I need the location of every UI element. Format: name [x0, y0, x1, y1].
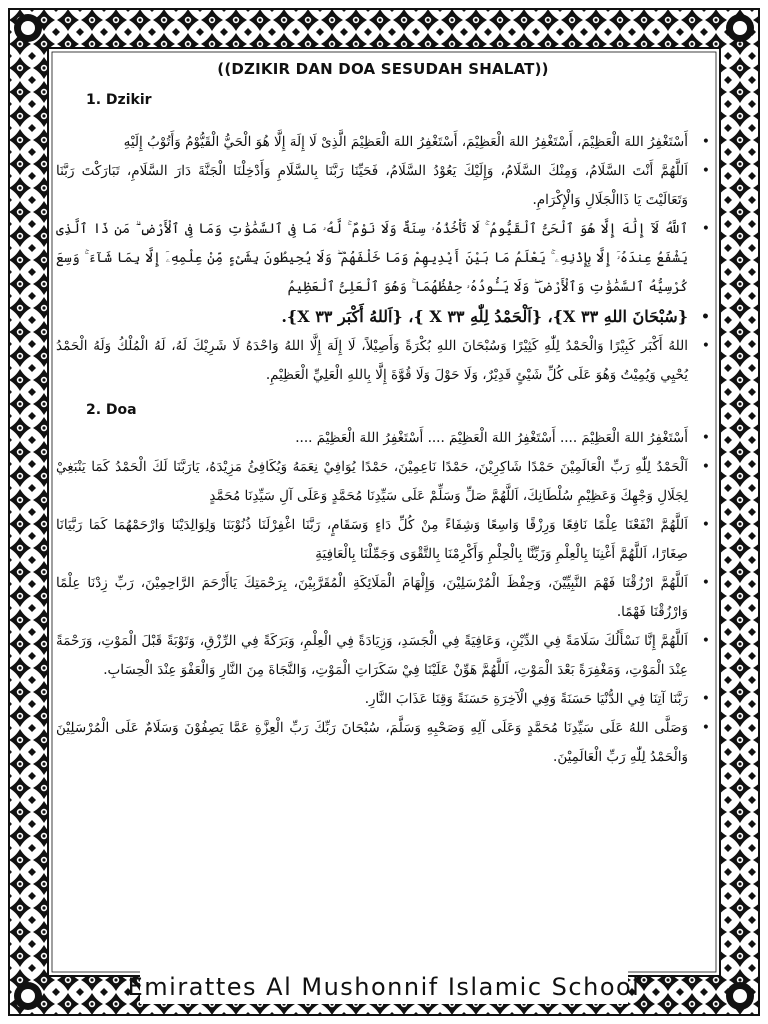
bullet-icon: •	[701, 430, 710, 446]
doa-text: اَللَّهُمَّ ارْزُقْنَا فَهْمَ النَّبِيِّيْنَ، وَحِفْظَ الْمُرْسَلِيْنَ، وَإِلْهَامَ الْمَلَائِكَةِ الْمُقَرَّبِيْنَ، بِرَحْمَتِكَ يَاأَرْحَمَ الرَّاحِمِيْنَ، رَبِّ زِدْنَا عِلْمًا وَارْزُقْنَا فَهْمًا.	[56, 575, 688, 620]
dzikir-text: اللهُ أَكْبَر كَبِيْرًا وَالْحَمْدُ لِلّٰهِ كَثِيْرًا وَسُبْحَانَ اللهِ بُكْرَةً وَأَصِيْلاً، لَا إِلَهَ إِلَّا اللهُ وَاحْدَهُ لَا شَرِيْكَ لَهُ، لَهُ الْمُلْكُ وَلَهُ الْحَمْدُ يُحْيِي وَيُمِيْتُ وَهُوَ عَلَى كُلِّ شَيْئٍ قَدِيْرٌ، وَلَا حَوْلَ وَلَا قُوَّةَ إِلَّا بِاللهِ الْعَلِيِّ الْعَظِيْمِ.	[56, 338, 688, 383]
doa-item	[56, 511, 710, 569]
bullet-icon: •	[701, 338, 710, 354]
school-name-footer: Emirattes Al Mushonnif Islamic School	[127, 973, 641, 1001]
tasbih-item	[56, 302, 710, 332]
bullet-icon: •	[701, 575, 710, 591]
document-title: ((DZIKIR DAN DOA SESUDAH SHALAT))	[217, 60, 549, 78]
section-dzikir-heading: 1. Dzikir	[86, 92, 152, 108]
bullet-icon: •	[701, 517, 710, 533]
bullet-icon: •	[701, 720, 710, 736]
dzikir-text: أَسْتَغْفِرُ اللهَ الْعَظِيْمَ، أَسْتَغْفِرُ اللهَ الْعَظِيْمَ، أَسْتَغْفِرُ اللهَ الْعَظِيْمَ الَّذِىْ لَا إِلَهَ إِلَّا هُوَ الْحَيُّ الْقَيُّوْمُ وَأَتُوْبُ إِلَيْهِ	[123, 134, 688, 150]
dzikir-list	[56, 128, 710, 390]
doa-text: اَلْحَمْدُ لِلّٰهِ رَبِّ الْعَالَمِيْنَ حَمْدًا شَاكِرِيْنَ، حَمْدًا نَاعِمِيْنَ، حَمْدًا يُوَافِيْ نِعَمَهُ وَيُكَافِئُ مَزِيْدَهُ، يَارَبَّنَا لَكَ الْحَمْدُ كَمَا يَنْبَغِيْ لِجَلَالِ وَجْهِكَ وَعَظِيْمِ سُلْطَانِكَ، اَللَّهُمَّ صَلِّ وَسَلِّمْ عَلَى سَيِّدِنَا مُحَمَّدٍ وَعَلَى آلِ سَيِّدِنَا مُحَمَّدٍ	[56, 459, 688, 504]
dzikir-text: اَللَّهُمَّ أَنْتَ السَّلَامُ، وَمِنْكَ السَّلَامُ، وَإِلَيْكَ يَعُوْدُ السَّلَامُ، فَحَيِّنَا رَبَّنَا بِالسَّلَامِ وَأَدْخِلْنَا الْجَنَّةَ دَارَ السَّلَامِ، تَبَارَكْتَ رَبَّنَا وَتَعَالَيْتَ يَا ذَاالْجَلَالِ وَالْإِكْرَامِ.	[56, 163, 688, 208]
bullet-icon: •	[701, 691, 710, 707]
doa-item	[56, 453, 710, 511]
bullet-icon: •	[701, 309, 710, 325]
doa-item	[56, 714, 710, 772]
dzikir-item	[56, 332, 710, 390]
ayat-kursi-item	[56, 215, 710, 302]
dzikir-item	[56, 157, 710, 215]
doa-text: أَسْتَغْفِرُ اللهَ الْعَظِيْمَ .... أَسْتَغْفِرُ اللهَ الْعَظِيْمَ .... أَسْتَغْفِرُ اللهَ الْعَظِيْمَ ....	[295, 430, 688, 446]
doa-text: وَصَلَّى اللهُ عَلَى سَيِّدِنَا مُحَمَّدٍ وَعَلَى آلِهِ وَصَحْبِهِ وَسَلَّمَ، سُبْحَانَ رَبِّكَ رَبِّ الْعِزَّةِ عَمَّا يَصِفُوْنَ وَسَلَامٌ عَلَى الْمُرْسَلِيْنَ وَالْحَمْدُ لِلّٰهِ رَبِّ الْعَالَمِيْنَ.	[56, 720, 688, 765]
doa-text: رَبَّنَا آتِنَا فِي الدُّنْيَا حَسَنَةً وَفِي الْآخِرَةِ حَسَنَةً وَقِنَا عَذَابَ النَّارِ.	[364, 691, 688, 707]
dzikir-text: ٱللَّهُ لَآ إِلَٰهَ إِلَّا هُوَ ٱلْحَىُّ ٱلْقَيُّومُ ۚ لَا تَأْخُذُهُۥ سِنَةٌ وَلَا نَوْمٌ ۚ لَّهُۥ مَا فِى ٱلسَّمَٰوَٰتِ وَمَا فِى ٱلْأَرْضِ ۗ مَن ذَا ٱلَّذِى يَشْفَعُ عِندَهُۥٓ إِلَّا بِإِذْنِهِۦ ۚ يَعْلَمُ مَا بَيْنَ أَيْدِيهِمْ وَمَا خَلْفَهُمْ ۖ وَلَا يُحِيطُونَ بِشَىْءٍ مِّنْ عِلْمِهِۦٓ إِلَّا بِمَا شَآءَ ۚ وَسِعَ كُرْسِيُّهُ ٱلسَّمَٰوَٰتِ وَٱلْأَرْضَ ۖ وَلَا يَـُٔودُهُۥ حِفْظُهُمَا ۚ وَهُوَ ٱلْعَلِىُّ ٱلْعَظِيمُ	[56, 221, 688, 295]
doa-list	[56, 424, 710, 772]
bullet-icon: •	[701, 163, 710, 179]
bullet-icon: •	[701, 221, 710, 237]
doa-item	[56, 569, 710, 627]
dzikir-item	[56, 128, 710, 157]
bullet-icon: •	[701, 134, 710, 150]
doa-item	[56, 685, 710, 714]
bullet-icon: •	[701, 633, 710, 649]
doa-item	[56, 627, 710, 685]
section-doa-heading: 2. Doa	[86, 402, 137, 418]
dzikir-text: {سُبْحَانَ اللهِ ٣٣ X}، {اَلْحَمْدُ لِلّٰهِ ٣٣ X }، {اَللهُ أَكْبَر ٣٣ X}.	[281, 307, 688, 326]
document-content	[56, 56, 710, 966]
doa-item	[56, 424, 710, 453]
doa-text: اَللَّهُمَّ انْفَعْنَا عِلْمًا نَافِعًا وَرِزْقًا وَاسِعًا وَشِفَاءً مِنْ كُلِّ دَاءٍ وَسَقَامٍ، رَبَّنَا اغْفِرْلَنَا ذُنُوْبَنَا وَلِوَالِدَيْنَا وَارْحَمْهُمَا كَمَا رَبَّيَانَا صِغَارًا، اَللَّهُمَّ أَغْنِنَا بِالْعِلْمِ وَزَيِّنَّا بِالْحِلْمِ وَأَكْرِمْنَا بِالتَّقْوَى وَجَمِّلْنَا بِالْعَافِيَةِ	[56, 517, 688, 562]
bullet-icon: •	[701, 459, 710, 475]
doa-text: اَللَّهُمَّ إِنَّا نَسْأَلُكَ سَلَامَةً فِي الدِّيْنِ، وَعَافِيَةً فِي الْجَسَدِ، وَزِيَادَةً فِي الْعِلْمِ، وَبَرَكَةً فِي الرِّزْقِ، وَتَوْبَةً قَبْلَ الْمَوْتِ، وَرَحْمَةً عِنْدَ الْمَوْتِ، وَمَغْفِرَةً بَعْدَ الْمَوْتِ، اَللَّهُمَّ هَوِّنْ عَلَيْنَا فِيْ سَكَرَاتِ الْمَوْتِ، وَالنَّجَاةَ مِنَ النَّارِ وَالْعَفْوَ عِنْدَ الْحِسَابِ.	[56, 633, 688, 678]
